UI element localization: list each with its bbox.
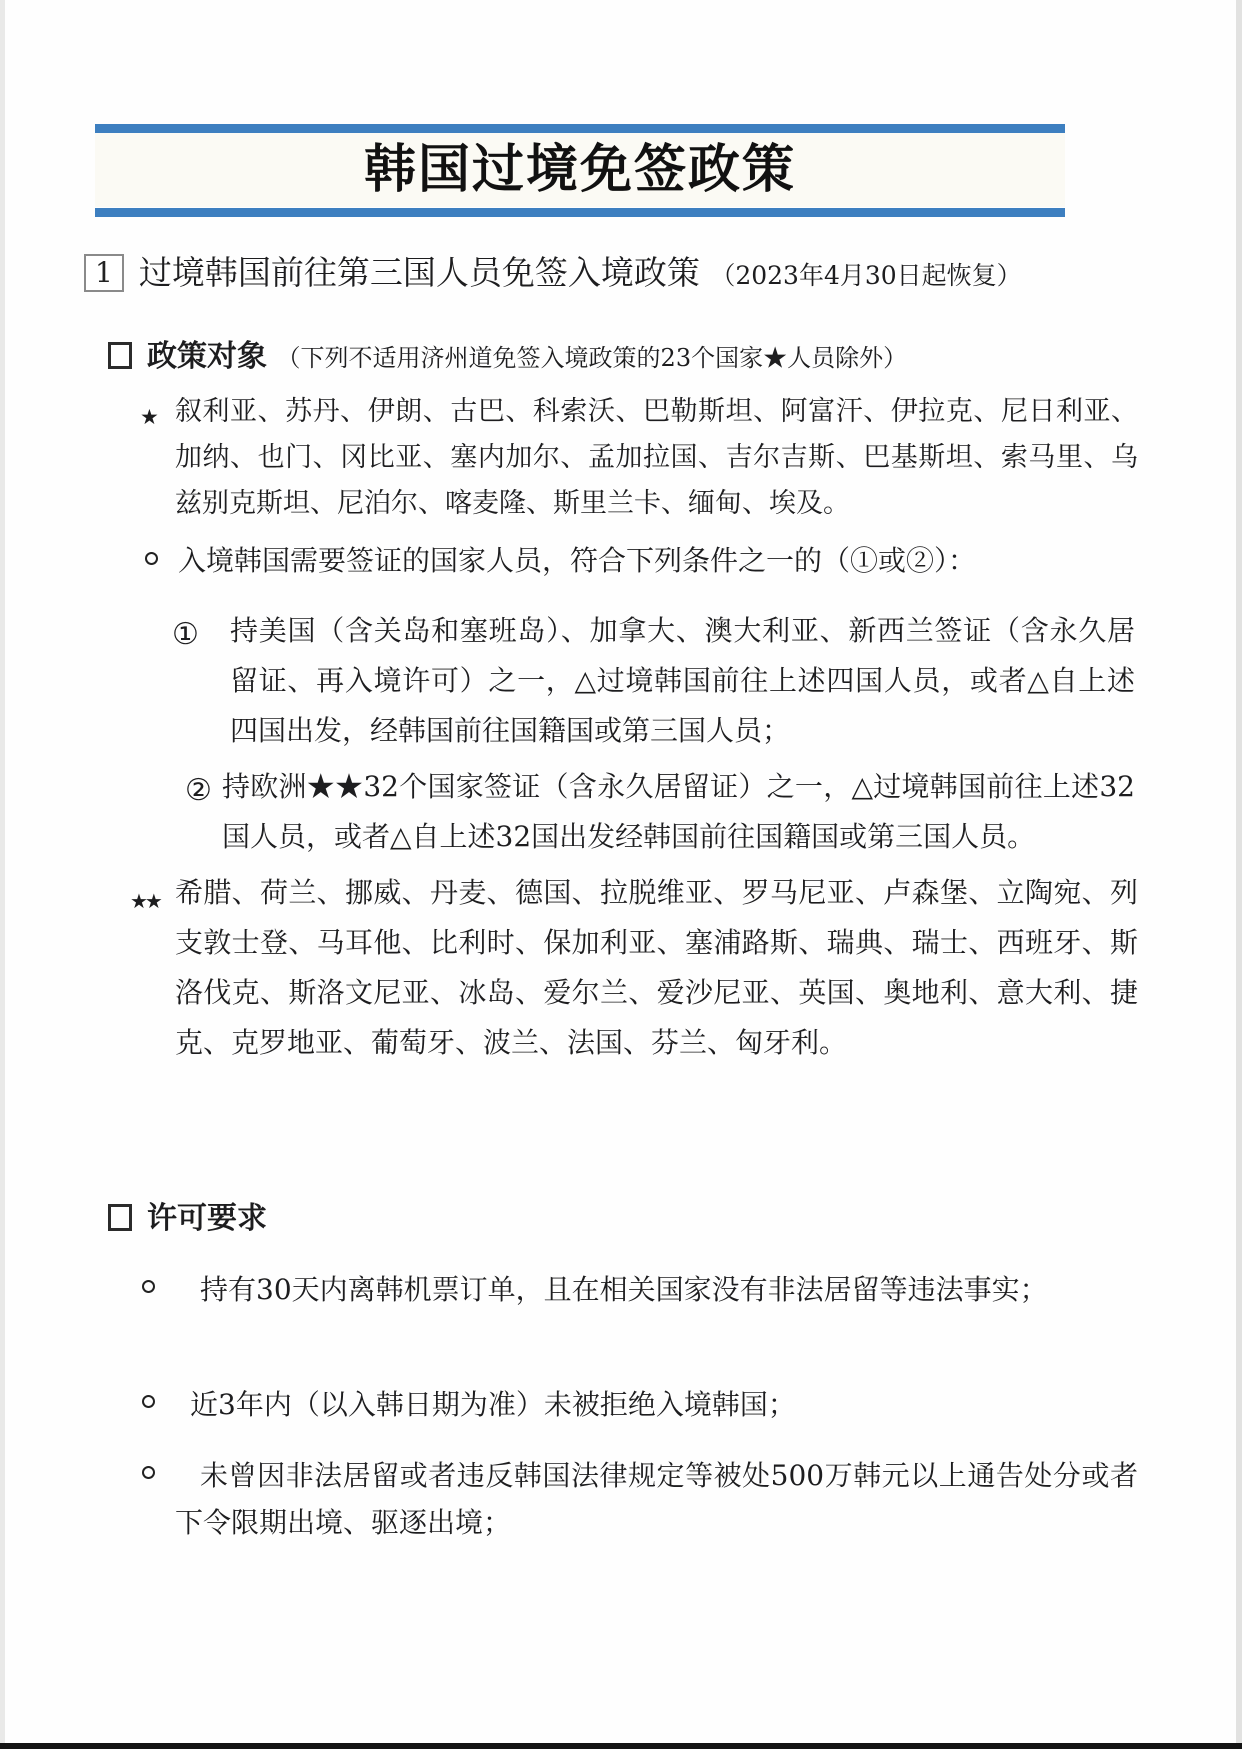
visa-required-intro xyxy=(143,539,1138,583)
requirement-item-text: 未曾因非法居留或者违反韩国法律规定等被处500万韩元以上通告处分或者下令限期出境、驱逐出境； xyxy=(175,1459,1138,1539)
circle-bullet-icon xyxy=(142,1280,155,1293)
section-number-box: 1 xyxy=(84,254,124,292)
condition-1-text: 持美国（含关岛和塞班岛）、加拿大、澳大利亚、新西兰签证（含永久居留证、再入境许可）之一，△过境韩国前往上述四国人员，或者△自上述四国出发，经韩国前往国籍国或第三国人员； xyxy=(230,614,1135,747)
bottom-screen-edge xyxy=(0,1743,1242,1749)
circle-bullet-icon xyxy=(142,1395,155,1408)
requirement-item-text: 近3年内（以入韩日期为准）未被拒绝入境韩国； xyxy=(190,1388,796,1421)
circle-bullet-icon xyxy=(142,1466,155,1479)
star-icon: ★ xyxy=(140,405,159,429)
requirement-item xyxy=(140,1452,1138,1546)
double-star-icon: ★★ xyxy=(130,889,160,913)
excluded-countries-text: 叙利亚、苏丹、伊朗、古巴、科索沃、巴勒斯坦、阿富汗、伊拉克、尼日利亚、加纳、也门、冈比亚、塞内加尔、孟加拉国、吉尔吉斯、巴基斯坦、索马里、乌兹别克斯坦、尼泊尔、喀麦隆、斯里兰卡、缅甸、埃及。 xyxy=(175,396,1138,519)
requirement-item-text: 持有30天内离韩机票订单，且在相关国家没有非法居留等违法事实； xyxy=(200,1273,1048,1306)
circled-one-icon: ① xyxy=(172,617,199,652)
circle-bullet-icon xyxy=(145,552,158,565)
circled-two-icon: ② xyxy=(185,773,212,808)
permit-requirements-title: 许可要求 xyxy=(147,1201,267,1236)
policy-target-title: 政策对象 xyxy=(147,339,267,374)
page-right-edge xyxy=(1236,0,1242,1749)
european-countries-note xyxy=(130,868,1138,1068)
visa-required-intro-text: 入境韩国需要签证的国家人员，符合下列条件之一的（①或②）： xyxy=(178,544,977,577)
condition-2 xyxy=(185,762,1135,862)
section-1-heading xyxy=(84,247,1022,294)
document-title: 韩国过境免签政策 xyxy=(363,139,796,200)
square-bullet-icon xyxy=(108,342,132,369)
condition-2-text: 持欧洲★★32个国家签证（含永久居留证）之一，△过境韩国前往上述32国人员，或者△自上述32国出发经韩国前往国籍国或第三国人员。 xyxy=(222,770,1135,853)
page-left-edge xyxy=(0,0,5,1749)
condition-1 xyxy=(172,606,1135,756)
requirement-item xyxy=(140,1266,1138,1313)
section-1-note: （2023年4月30日起恢复） xyxy=(710,261,1022,290)
policy-target-heading xyxy=(108,331,907,375)
policy-target-note: （下列不适用济州道免签入境政策的23个国家★人员除外） xyxy=(276,344,908,372)
european-countries-text: 希腊、荷兰、挪威、丹麦、德国、拉脱维亚、罗马尼亚、卢森堡、立陶宛、列支敦士登、马耳他、比利时、保加利亚、塞浦路斯、瑞典、瑞士、西班牙、斯洛伐克、斯洛文尼亚、冰岛、爱尔兰、爱沙尼亚、英国、奥地利、意大利、捷克、克罗地亚、葡萄牙、波兰、法国、芬兰、匈牙利。 xyxy=(175,876,1138,1059)
title-rule-top xyxy=(95,124,1065,133)
section-1-title: 过境韩国前往第三国人员免签入境政策 xyxy=(138,253,700,292)
excluded-countries-note xyxy=(140,389,1138,527)
title-rule-bottom xyxy=(95,208,1065,217)
requirement-item xyxy=(140,1381,1138,1428)
permit-requirements-heading xyxy=(108,1193,267,1237)
square-bullet-icon xyxy=(108,1204,132,1231)
